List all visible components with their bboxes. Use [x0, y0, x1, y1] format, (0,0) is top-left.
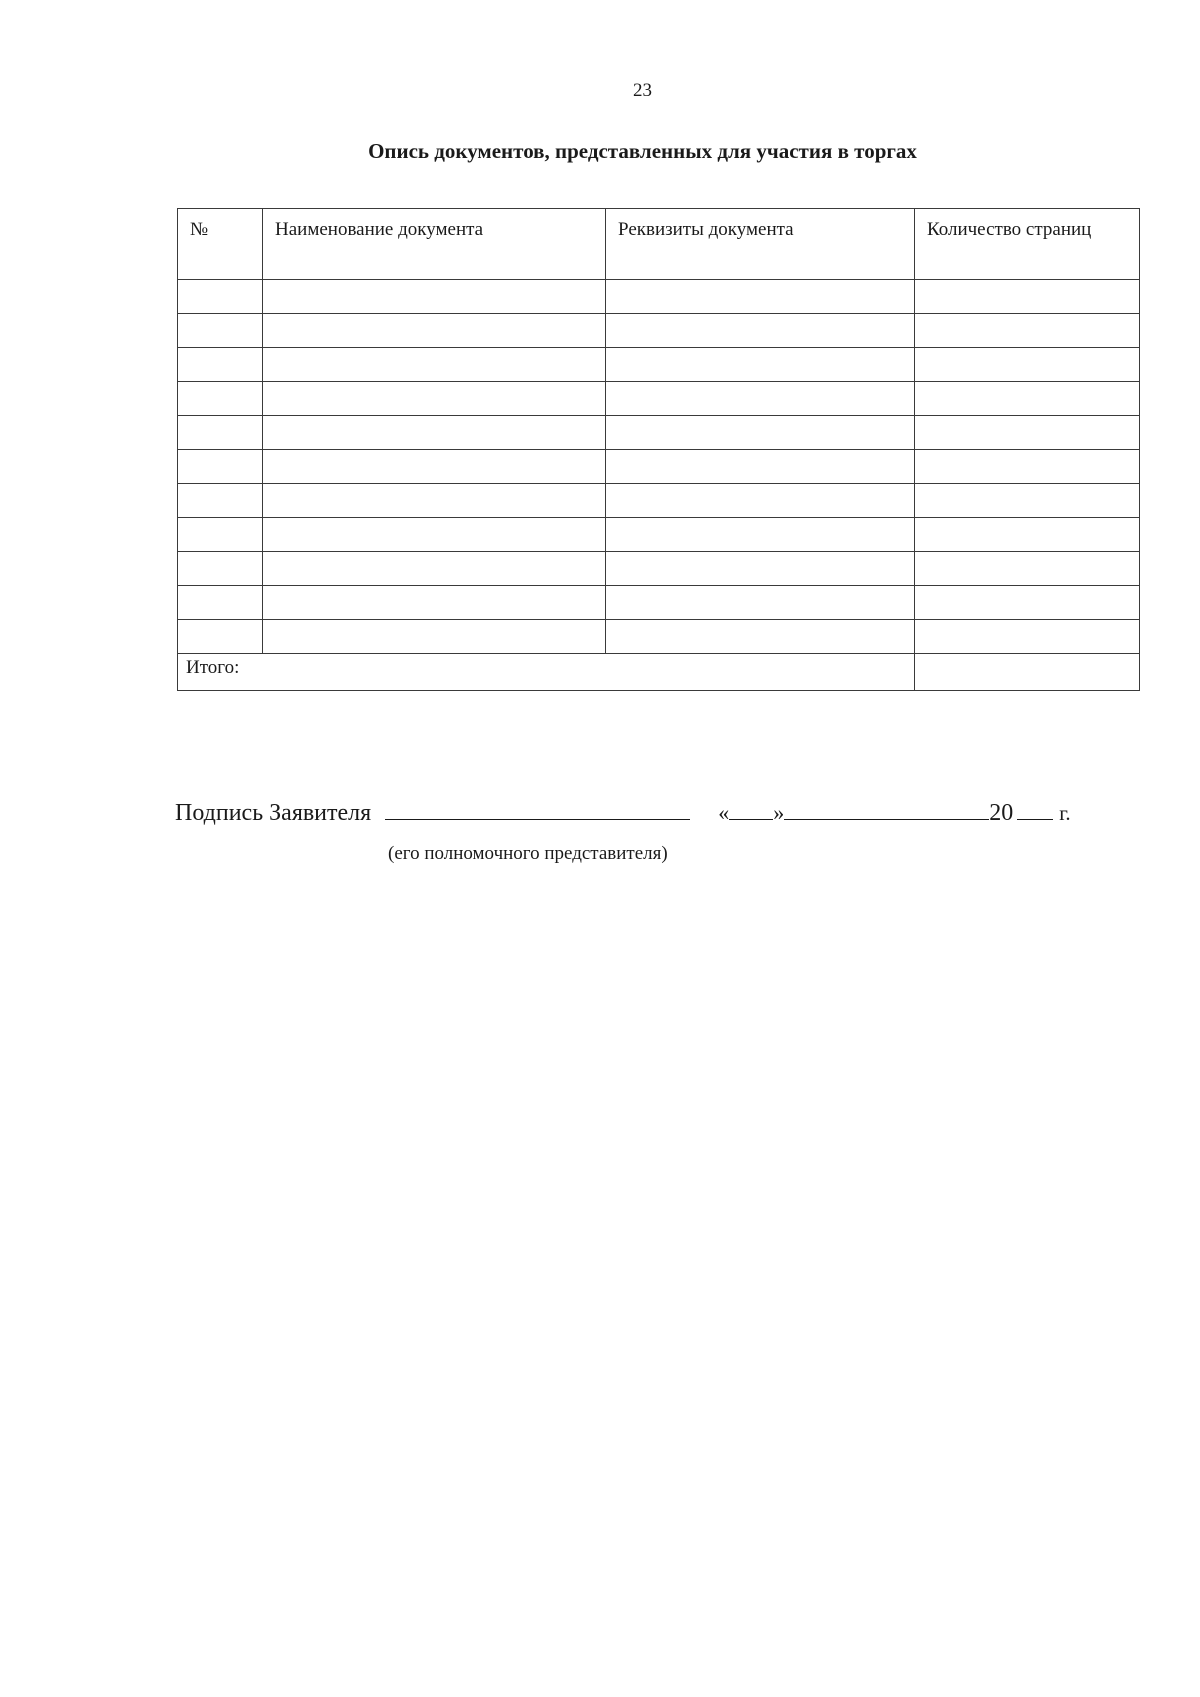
table-row — [178, 620, 1140, 654]
row-number-cell[interactable] — [178, 518, 263, 552]
row-number-cell[interactable] — [178, 348, 263, 382]
signature-line[interactable] — [385, 795, 690, 820]
row-number-cell[interactable] — [178, 382, 263, 416]
document-inventory-table — [177, 208, 1140, 691]
row-document-name-cell[interactable] — [263, 382, 606, 416]
table-header-row — [178, 209, 1140, 280]
row-number-cell[interactable] — [178, 620, 263, 654]
row-document-name-cell[interactable] — [263, 314, 606, 348]
row-document-name-cell[interactable] — [263, 620, 606, 654]
row-page-count-cell[interactable] — [915, 518, 1140, 552]
row-page-count-cell[interactable] — [915, 314, 1140, 348]
row-page-count-cell[interactable] — [915, 586, 1140, 620]
total-row — [178, 654, 1140, 691]
row-document-details-cell[interactable] — [606, 518, 915, 552]
table-row — [178, 314, 1140, 348]
total-label: Итого: — [178, 654, 915, 691]
row-page-count-cell[interactable] — [915, 348, 1140, 382]
table-row — [178, 382, 1140, 416]
signature-caption: (его полномочного представителя) — [388, 843, 668, 864]
row-document-details-cell[interactable] — [606, 484, 915, 518]
row-document-details-cell[interactable] — [606, 382, 915, 416]
row-document-details-cell[interactable] — [606, 416, 915, 450]
row-page-count-cell[interactable] — [915, 382, 1140, 416]
date-quote-close: » — [773, 800, 785, 825]
date-quote-open: « — [718, 800, 730, 825]
table-row — [178, 280, 1140, 314]
row-number-cell[interactable] — [178, 450, 263, 484]
column-header-document-name: Наименование документа — [263, 209, 606, 280]
table-row — [178, 484, 1140, 518]
row-number-cell[interactable] — [178, 416, 263, 450]
table-row — [178, 450, 1140, 484]
date-year-line[interactable] — [1017, 795, 1053, 820]
table-row — [178, 416, 1140, 450]
row-document-details-cell[interactable] — [606, 586, 915, 620]
row-document-name-cell[interactable] — [263, 518, 606, 552]
row-page-count-cell[interactable] — [915, 450, 1140, 484]
page-title: Опись документов, представленных для участия в торгах — [368, 139, 917, 163]
row-document-details-cell[interactable] — [606, 348, 915, 382]
table-row — [178, 518, 1140, 552]
row-document-name-cell[interactable] — [263, 586, 606, 620]
row-page-count-cell[interactable] — [915, 280, 1140, 314]
date-day-line[interactable] — [729, 795, 773, 820]
row-document-name-cell[interactable] — [263, 348, 606, 382]
row-page-count-cell[interactable] — [915, 484, 1140, 518]
date-year-suffix: г. — [1059, 801, 1071, 825]
row-document-details-cell[interactable] — [606, 280, 915, 314]
row-number-cell[interactable] — [178, 484, 263, 518]
row-document-name-cell[interactable] — [263, 450, 606, 484]
column-header-number: № — [178, 209, 263, 280]
row-page-count-cell[interactable] — [915, 552, 1140, 586]
row-number-cell[interactable] — [178, 314, 263, 348]
row-document-name-cell[interactable] — [263, 484, 606, 518]
row-document-name-cell[interactable] — [263, 552, 606, 586]
date-year-prefix: 20 — [989, 800, 1014, 826]
table-row — [178, 348, 1140, 382]
row-document-details-cell[interactable] — [606, 314, 915, 348]
row-page-count-cell[interactable] — [915, 620, 1140, 654]
signature-label: Подпись Заявителя — [175, 800, 372, 826]
page-number: 23 — [633, 80, 652, 101]
date-month-line[interactable] — [784, 795, 989, 820]
table-row — [178, 586, 1140, 620]
row-document-name-cell[interactable] — [263, 280, 606, 314]
column-header-document-details: Реквизиты документа — [606, 209, 915, 280]
row-number-cell[interactable] — [178, 552, 263, 586]
row-document-details-cell[interactable] — [606, 450, 915, 484]
table-row — [178, 552, 1140, 586]
column-header-page-count: Количество страниц — [915, 209, 1140, 280]
row-document-details-cell[interactable] — [606, 620, 915, 654]
row-number-cell[interactable] — [178, 586, 263, 620]
row-number-cell[interactable] — [178, 280, 263, 314]
row-page-count-cell[interactable] — [915, 416, 1140, 450]
row-document-details-cell[interactable] — [606, 552, 915, 586]
total-page-count-cell[interactable] — [915, 654, 1140, 691]
row-document-name-cell[interactable] — [263, 416, 606, 450]
signature-block — [175, 795, 1140, 827]
